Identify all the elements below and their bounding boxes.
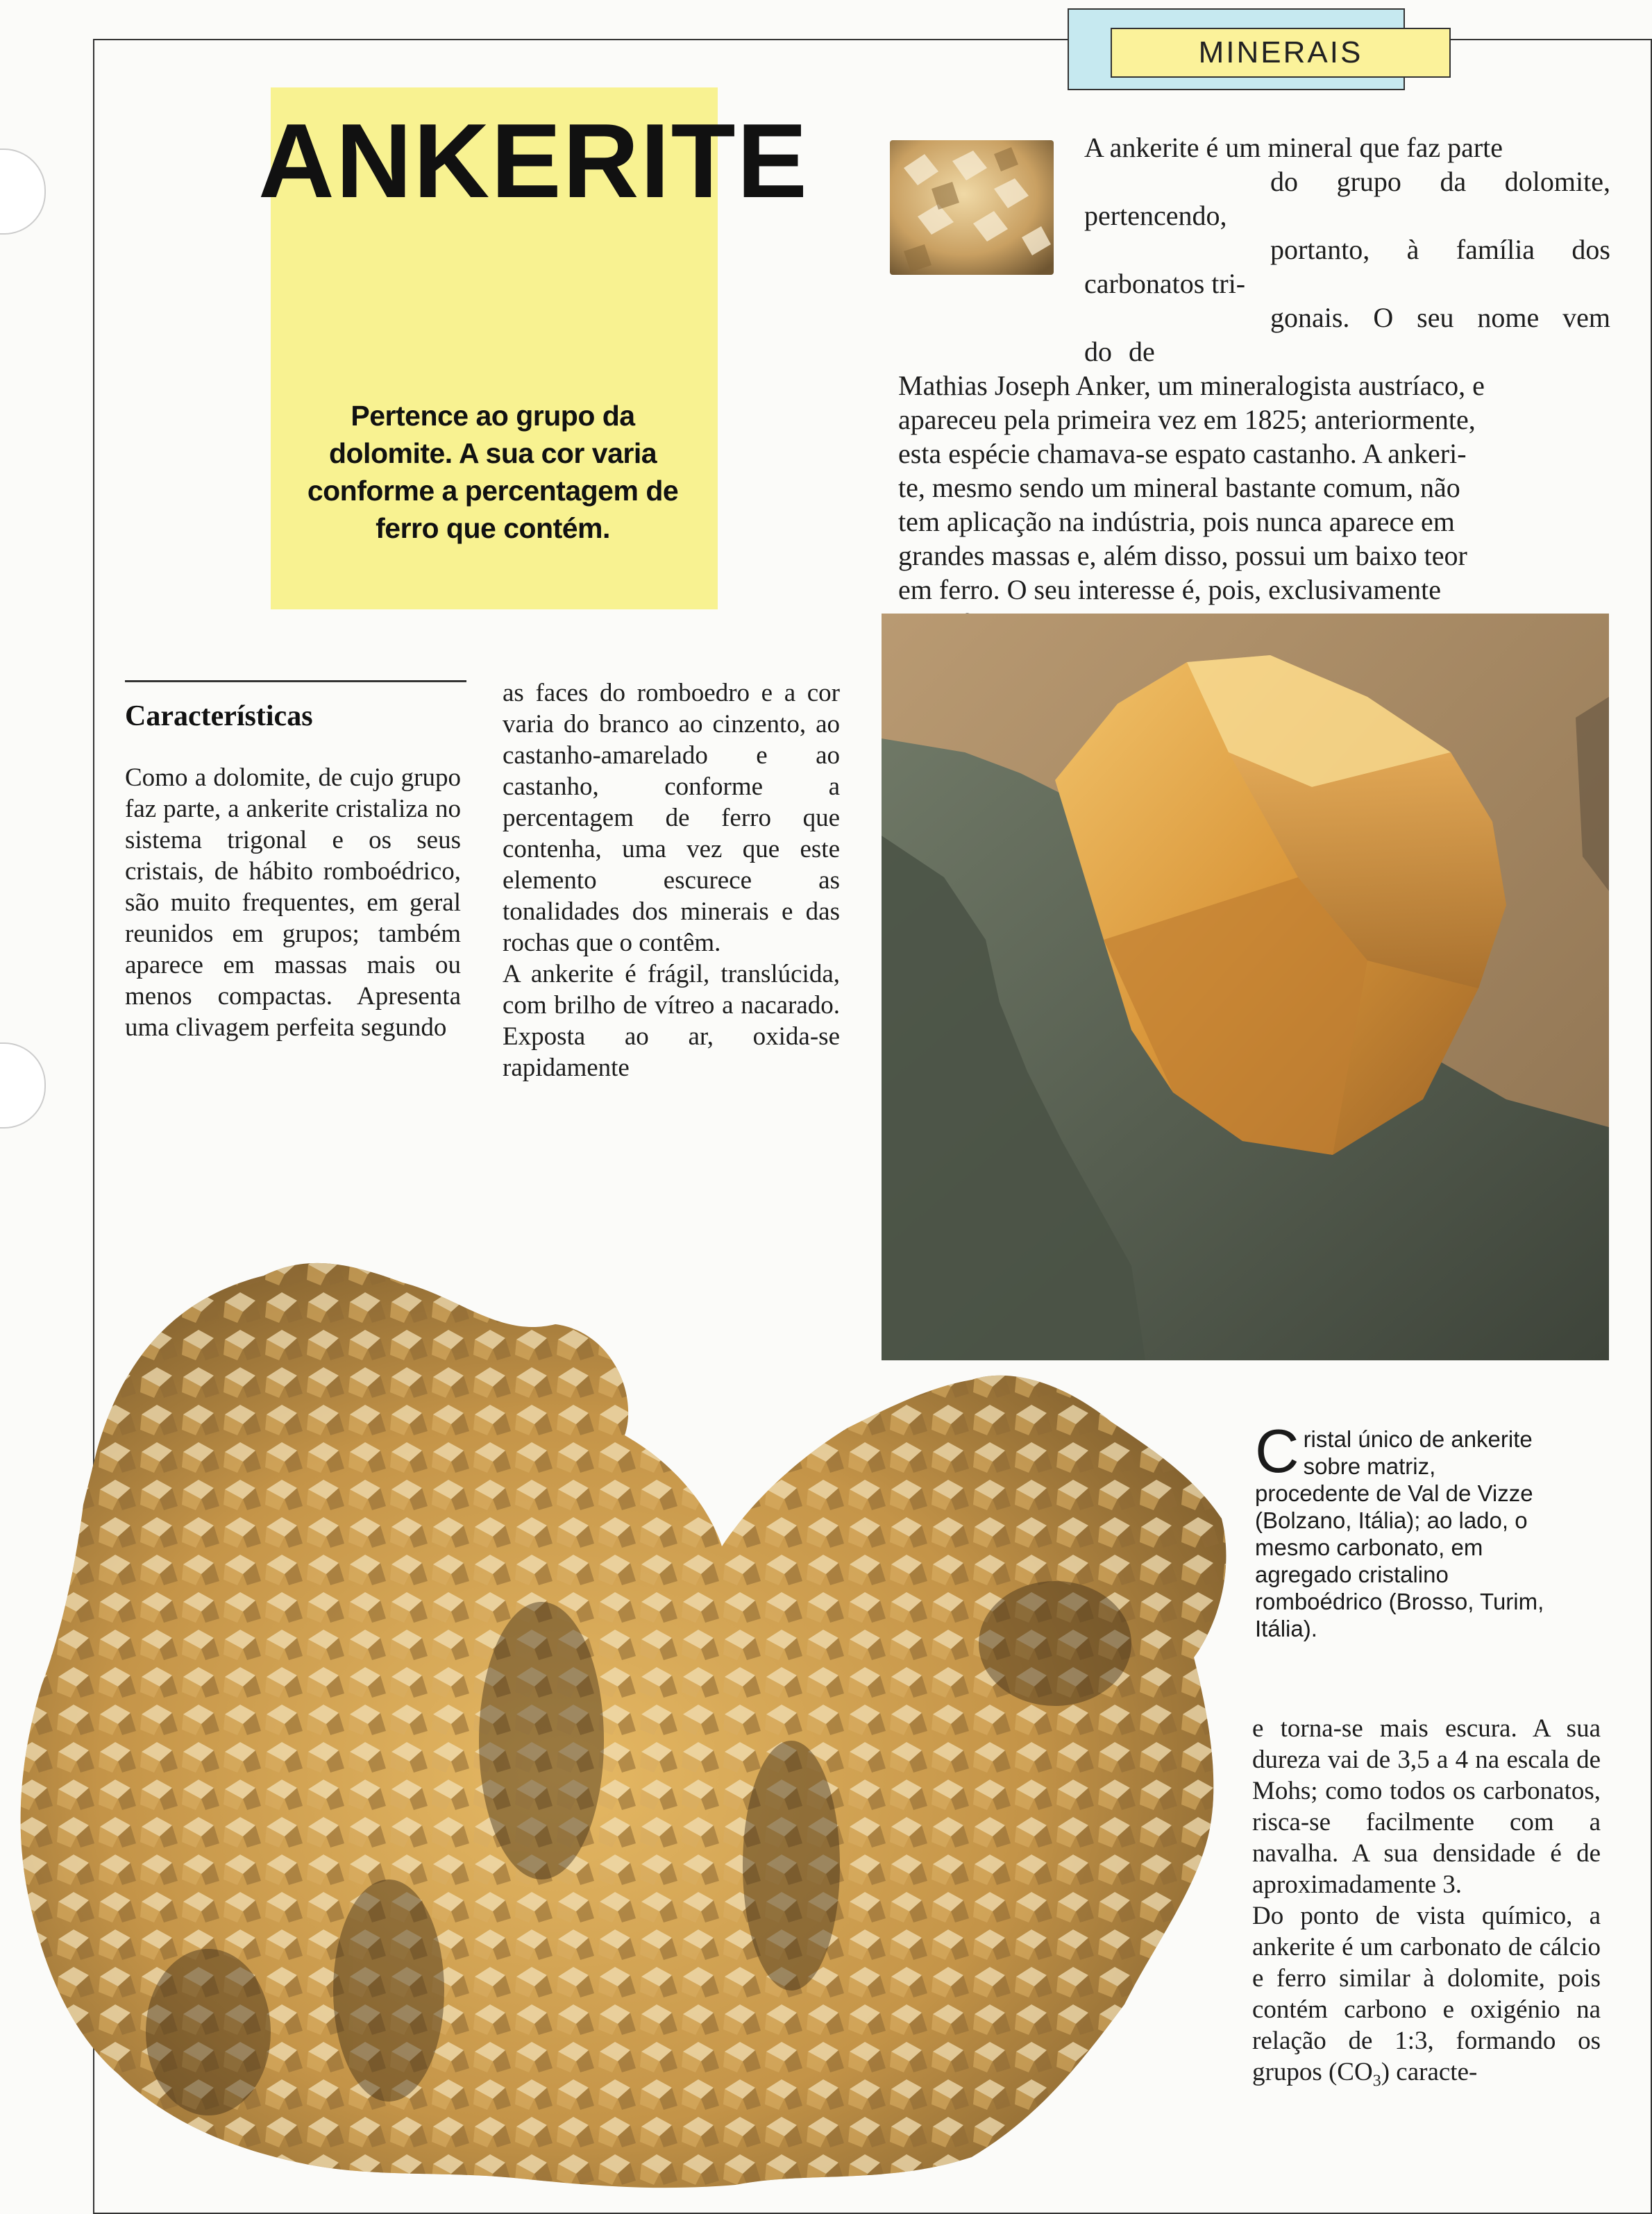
title-summary: Pertence ao grupo da dolomite. A sua cor varia conforme a percentagem de ferro que contém.	[307, 400, 679, 544]
chemistry-text-end: ) caracte-	[1381, 2058, 1478, 2086]
intro-paragraph	[898, 130, 1610, 641]
intro-line: Mathias Joseph Anker, um mineralogista austríaco, e	[898, 370, 1485, 401]
intro-line: grandes massas e, além disso, possui um baixo teor	[898, 540, 1467, 571]
characteristics-paragraph-chemistry	[1252, 1900, 1601, 2097]
intro-line: gonais. O seu nome vem do de	[1084, 302, 1610, 367]
characteristics-paragraph: as faces do romboedro e a cor varia do branco ao cinzento, ao castanho-amarelado e ao castanho, conforme a percentagem de ferro que contenha, uma vez que este elemento escurece as tonalidades dos minerais e das rochas que o contêm.	[503, 679, 840, 957]
photo-caption	[1255, 1417, 1546, 1642]
intro-line: apareceu pela primeira vez em 1825; anteriormente,	[898, 404, 1476, 435]
section-tab	[1111, 28, 1451, 78]
characteristics-paragraph: A ankerite é frágil, translúcida, com brilho de vítreo a nacarado. Exposta ao ar, oxida-se rapidamente	[503, 960, 840, 1082]
section-tab-label: MINERAIS	[1198, 35, 1363, 69]
intro-line: tem aplicação na indústria, pois nunca aparece em	[898, 506, 1455, 537]
section-divider	[125, 680, 466, 682]
page-title: ANKERITE	[258, 102, 809, 220]
chemistry-text: Do ponto de vista químico, a ankerite é um carbonato de cálcio e ferro similar à dolomite, pois contém carbono e oxigénio na relação de 1:3, formando os grupos (CO	[1252, 1902, 1601, 2086]
subscript-3: 3	[1372, 2072, 1381, 2090]
characteristics-heading: Características	[125, 700, 313, 732]
characteristics-column-middle	[503, 677, 840, 1083]
characteristics-column-right	[1252, 1713, 1601, 2097]
intro-line: portanto, à família dos carbonatos tri-	[1084, 234, 1610, 299]
binder-hole-top	[0, 149, 46, 235]
intro-line: esta espécie chamava-se espato castanho. A ankeri-	[898, 438, 1467, 469]
caption-text: ristal único de ankerite sobre matriz, procedente de Val de Vizze (Bolzano, Itália); ao lado, o mesmo carbonato, em agregado cristalino romboédrico (Brosso, Turim, Itália).	[1255, 1426, 1544, 1641]
crystal-aggregate-photo	[14, 1213, 1236, 2195]
binder-hole-bottom	[0, 1042, 46, 1129]
intro-line: A ankerite é um mineral que faz parte	[1084, 132, 1503, 163]
intro-line: te, mesmo sendo um mineral bastante comum, não	[898, 472, 1460, 503]
intro-line: do grupo da dolomite, pertencendo,	[1084, 166, 1610, 231]
intro-line: em ferro. O seu interesse é, pois, exclusivamente	[898, 574, 1441, 605]
caption-dropcap: C	[1255, 1417, 1299, 1485]
characteristics-column-left: Como a dolomite, de cujo grupo faz parte, a ankerite cristaliza no sistema trigonal e os seus cristais, de hábito romboédrico, são muito frequentes, em geral reunidos em grupos; também aparece em massas mais ou menos compactas. Apresenta uma clivagem perfeita segundo	[125, 763, 461, 1042]
characteristics-paragraph: e torna-se mais escura. A sua dureza vai de 3,5 a 4 na escala de Mohs; como todos os carbonatos, risca-se facilmente com a navalha. A sua densidade é de aproximadamente 3.	[1252, 1714, 1601, 1899]
